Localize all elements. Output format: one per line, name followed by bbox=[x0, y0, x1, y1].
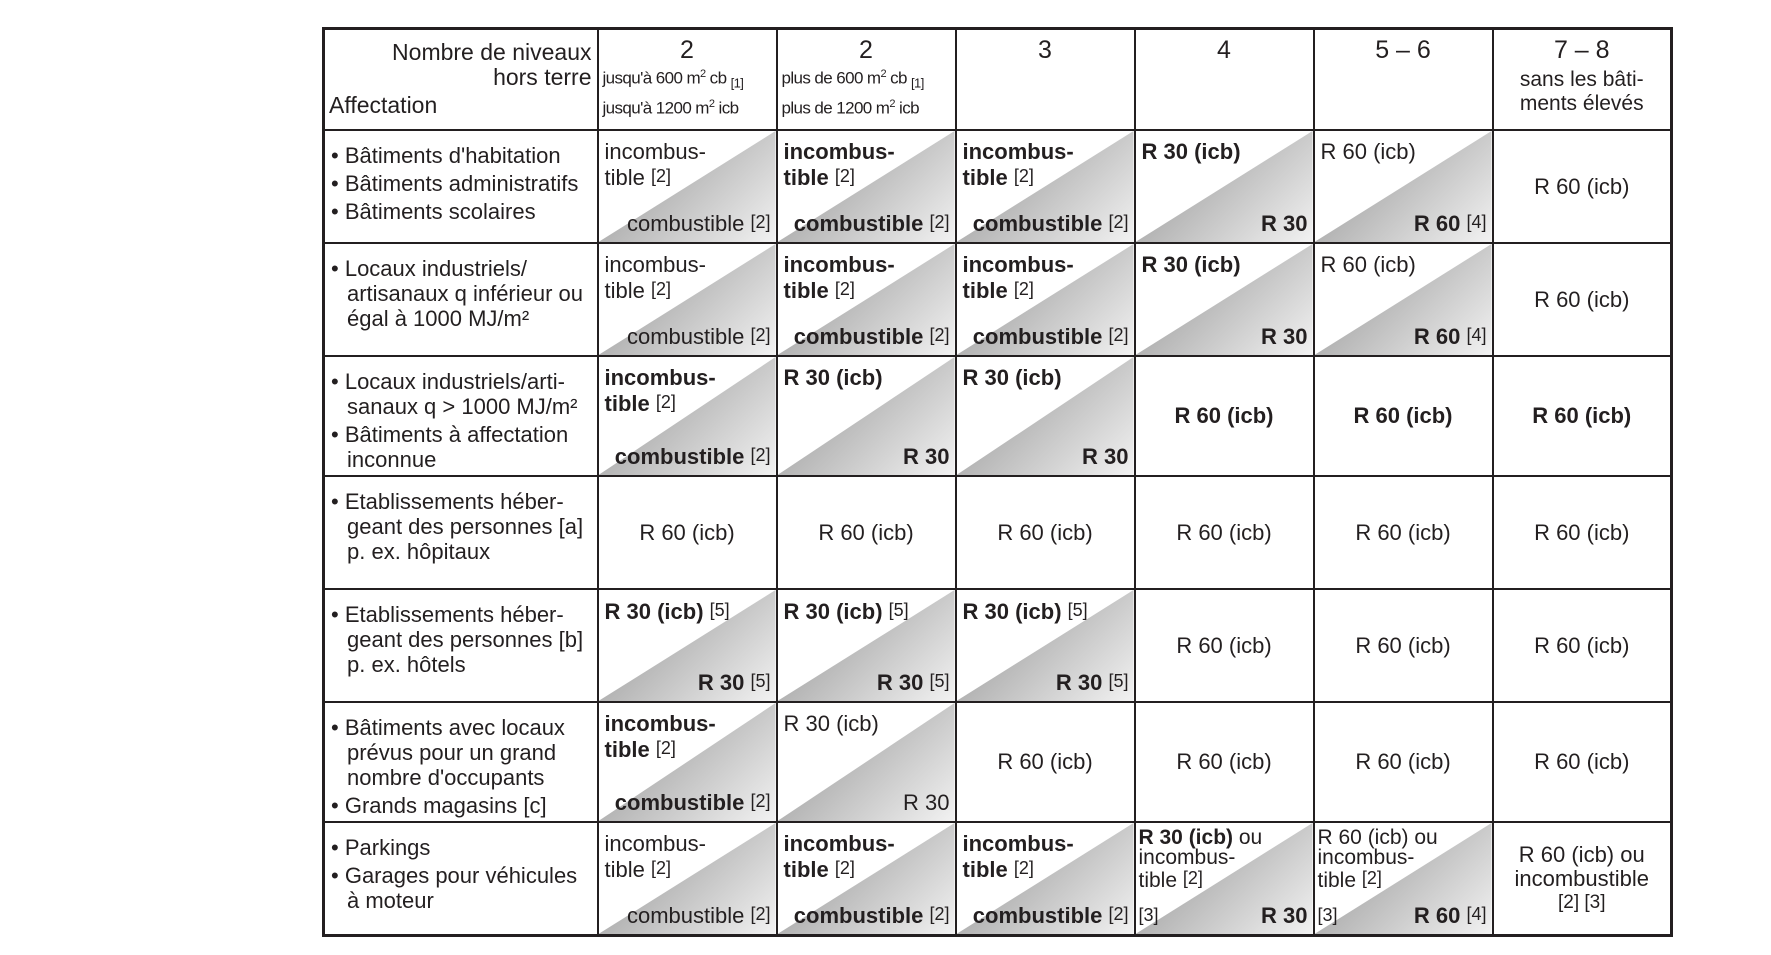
column-level: 3 bbox=[1038, 36, 1052, 64]
requirement-cell bbox=[956, 130, 1135, 243]
header-levels-label: Nombre de niveaux bbox=[392, 39, 592, 65]
table-row bbox=[324, 476, 1672, 589]
requirement-cell bbox=[598, 130, 777, 243]
requirement-cell bbox=[956, 356, 1135, 476]
row-label-cell bbox=[324, 243, 598, 356]
row-label-item: • Etablissements héber- geant des personnes [a] p. ex. hôpitaux bbox=[329, 489, 593, 564]
requirement-value: R 60 (icb) bbox=[1534, 632, 1630, 658]
requirement-cell bbox=[777, 589, 956, 702]
requirement-value: R 60 (icb) bbox=[1534, 286, 1630, 312]
lower-requirement: R 30 [5] bbox=[876, 670, 950, 695]
column-level: 2 bbox=[680, 36, 694, 64]
row-label-cell bbox=[324, 356, 598, 476]
upper-requirement: incombus- tible [2] bbox=[783, 252, 895, 303]
table-row bbox=[324, 589, 1672, 702]
requirement-value: R 60 (icb) bbox=[1355, 632, 1451, 658]
requirement-cell bbox=[956, 822, 1135, 936]
row-label-item: • Bâtiments à affectation inconnue bbox=[329, 422, 593, 472]
requirement-cell bbox=[1314, 702, 1493, 822]
requirement-value: R 60 (icb) bbox=[1355, 519, 1451, 545]
column-level: 2 bbox=[859, 36, 873, 64]
requirement-cell bbox=[956, 589, 1135, 702]
upper-requirement: R 30 (icb) bbox=[783, 365, 883, 390]
requirement-value: R 60 (icb) bbox=[818, 519, 914, 545]
lower-requirement: R 30 bbox=[1082, 444, 1129, 469]
lower-requirement: combustible [2] bbox=[614, 790, 771, 815]
requirement-cell bbox=[777, 476, 956, 589]
lower-requirement: combustible [2] bbox=[614, 444, 771, 469]
requirement-cell bbox=[1314, 476, 1493, 589]
requirement-cell bbox=[1135, 589, 1314, 702]
upper-requirement: R 60 (icb) bbox=[1320, 252, 1416, 277]
row-label-item: • Bâtiments scolaires bbox=[329, 199, 593, 224]
column-level: 5 – 6 bbox=[1375, 36, 1431, 64]
requirement-cell bbox=[777, 702, 956, 822]
upper-requirement: incombus- tible [2] bbox=[783, 831, 895, 882]
header-col-3 bbox=[956, 29, 1135, 131]
requirement-cell bbox=[777, 243, 956, 356]
requirement-value: R 60 (icb) bbox=[1174, 403, 1274, 428]
upper-requirement: incombus- tible [2] bbox=[962, 831, 1074, 882]
requirement-value: R 60 (icb) bbox=[997, 519, 1093, 545]
requirement-cell bbox=[598, 476, 777, 589]
requirement-value: R 60 (icb) bbox=[1176, 632, 1272, 658]
requirement-cell bbox=[598, 822, 777, 936]
header-affectation-label: Affectation bbox=[329, 92, 438, 118]
row-label-cell bbox=[324, 822, 598, 936]
requirement-cell bbox=[1314, 356, 1493, 476]
requirement-cell bbox=[1493, 130, 1672, 243]
requirement-cell bbox=[956, 243, 1135, 356]
requirement-value: R 60 (icb) bbox=[1176, 519, 1272, 545]
row-label-cell bbox=[324, 476, 598, 589]
requirement-cell bbox=[1493, 822, 1672, 936]
requirement-value: R 60 (icb) bbox=[1353, 403, 1453, 428]
lower-requirement: combustible [2] bbox=[972, 903, 1129, 928]
requirement-cell bbox=[956, 476, 1135, 589]
upper-requirement: incombus- tible [2] bbox=[604, 711, 716, 762]
lower-requirement: combustible [2] bbox=[972, 211, 1129, 236]
upper-requirement: R 30 (icb) [5] bbox=[604, 599, 730, 624]
requirement-cell bbox=[1493, 702, 1672, 822]
row-label-item: • Garages pour véhicules à moteur bbox=[329, 863, 593, 913]
header-col-2-large bbox=[777, 29, 956, 131]
lower-requirement: R 30 [5] bbox=[1055, 670, 1129, 695]
lower-requirement: combustible [2] bbox=[972, 324, 1129, 349]
row-label-item: • Parkings bbox=[329, 835, 593, 860]
lower-requirement: R 30 bbox=[903, 790, 950, 815]
lower-requirement: R 60 [4] bbox=[1413, 324, 1487, 349]
requirement-cell bbox=[1135, 822, 1314, 936]
row-label-item: • Bâtiments d'habitation bbox=[329, 143, 593, 168]
requirement-cell bbox=[1314, 130, 1493, 243]
row-label-item: • Locaux industriels/ artisanaux q inférieur ou égal à 1000 MJ/m² bbox=[329, 256, 593, 331]
table-row bbox=[324, 130, 1672, 243]
column-level: 4 bbox=[1217, 36, 1231, 64]
upper-requirement: R 60 (icb) bbox=[1320, 139, 1416, 164]
lower-requirement: combustible [2] bbox=[793, 324, 950, 349]
requirement-cell bbox=[598, 243, 777, 356]
lower-requirement: R 30 bbox=[903, 444, 950, 469]
header-col-7-8 bbox=[1493, 29, 1672, 131]
requirement-cell bbox=[598, 589, 777, 702]
lower-requirement: R 60 [4] bbox=[1413, 211, 1487, 236]
lower-requirement: combustible [2] bbox=[626, 324, 771, 349]
requirement-value: R 60 (icb) bbox=[1532, 403, 1632, 428]
upper-requirement: incombus- tible [2] bbox=[962, 252, 1074, 303]
lower-requirement: combustible [2] bbox=[793, 211, 950, 236]
requirement-cell bbox=[777, 356, 956, 476]
requirement-cell bbox=[1493, 589, 1672, 702]
column-note-2: ments élevés bbox=[1519, 92, 1644, 115]
row-label-item: • Locaux industriels/arti- sanaux q > 1000 MJ/m² bbox=[329, 369, 593, 419]
lower-requirement: R 30 bbox=[1261, 324, 1308, 349]
lower-requirement: combustible [2] bbox=[626, 903, 771, 928]
row-label-cell bbox=[324, 130, 598, 243]
requirement-cell bbox=[1493, 243, 1672, 356]
lower-requirement: R 30 bbox=[1261, 211, 1308, 236]
row-label-cell bbox=[324, 589, 598, 702]
requirement-cell bbox=[1493, 476, 1672, 589]
requirement-value: R 60 (icb) bbox=[1355, 749, 1451, 774]
column-condition-2: plus de 1200 $m^2$ icb bbox=[781, 97, 919, 118]
requirement-cell bbox=[1135, 130, 1314, 243]
requirement-value: R 60 (icb) bbox=[1534, 519, 1630, 545]
upper-requirement: incombus- tible [2] bbox=[962, 139, 1074, 190]
header-levels-label-2: hors terre bbox=[493, 64, 592, 90]
lower-requirement: combustible [2] bbox=[793, 903, 950, 928]
upper-requirement: R 30 (icb) bbox=[783, 711, 879, 736]
row-label-item: • Bâtiments administratifs bbox=[329, 171, 593, 196]
requirement-cell bbox=[1135, 243, 1314, 356]
table-row bbox=[324, 702, 1672, 822]
lower-requirement: R 30 [5] bbox=[697, 670, 771, 695]
header-row bbox=[324, 29, 1672, 131]
row-label-item: • Etablissements héber- geant des personnes [b] p. ex. hôtels bbox=[329, 602, 593, 677]
lower-requirement: R 30 bbox=[1261, 903, 1308, 928]
column-level: 7 – 8 bbox=[1553, 36, 1610, 64]
upper-requirement: R 30 (icb) bbox=[962, 365, 1062, 390]
requirement-cell bbox=[777, 130, 956, 243]
lower-requirement: combustible [2] bbox=[626, 211, 771, 236]
lower-requirement: R 60 [4] bbox=[1413, 903, 1487, 928]
header-col-4 bbox=[1135, 29, 1314, 131]
upper-requirement: R 60 (icb) ou incombus- tible [2] bbox=[1317, 826, 1438, 892]
header-col-5-6 bbox=[1314, 29, 1493, 131]
requirement-value: R 60 (icb) bbox=[1534, 173, 1630, 199]
requirement-value: R 60 (icb) bbox=[639, 519, 735, 545]
upper-requirement: incombus- tible [2] bbox=[604, 365, 716, 416]
header-corner-cell bbox=[324, 29, 598, 131]
upper-requirement: R 30 (icb) [5] bbox=[962, 599, 1088, 624]
upper-requirement: incombus- tible [2] bbox=[604, 139, 706, 190]
requirement-cell bbox=[1314, 589, 1493, 702]
requirement-value: R 60 (icb) bbox=[1176, 749, 1272, 774]
requirement-cell bbox=[777, 822, 956, 936]
requirement-cell bbox=[1135, 702, 1314, 822]
row-label-item: • Grands magasins [c] bbox=[329, 793, 593, 818]
requirement-cell bbox=[1135, 476, 1314, 589]
row-label-cell bbox=[324, 702, 598, 822]
footnote-ref: [3] bbox=[1317, 905, 1338, 925]
requirement-value: R 60 (icb) bbox=[997, 749, 1093, 774]
header-col-2-small bbox=[598, 29, 777, 131]
footnote-ref: [3] bbox=[1138, 905, 1159, 925]
column-condition: plus de 600 $m^2$ cb $_{[1]}$ bbox=[781, 68, 924, 91]
column-note: sans les bâti- bbox=[1519, 68, 1644, 91]
upper-requirement: incombus- tible [2] bbox=[604, 831, 706, 882]
upper-requirement: R 30 (icb) bbox=[1141, 139, 1241, 164]
requirement-cell bbox=[1493, 356, 1672, 476]
requirement-cell bbox=[598, 702, 777, 822]
column-condition-2: jusqu'à 1200 $m^2$ icb bbox=[602, 97, 739, 118]
row-label-item: • Bâtiments avec locaux prévus pour un grand nombre d'occupants bbox=[329, 715, 593, 790]
requirement-cell bbox=[1314, 822, 1493, 936]
requirement-cell bbox=[956, 702, 1135, 822]
requirement-cell bbox=[598, 356, 777, 476]
requirement-cell bbox=[1135, 356, 1314, 476]
upper-requirement: incombus- tible [2] bbox=[783, 139, 895, 190]
table-row bbox=[324, 243, 1672, 356]
requirement-cell bbox=[1314, 243, 1493, 356]
column-condition: jusqu'à 600 $m^2$ cb $_{[1]}$ bbox=[602, 68, 744, 91]
upper-requirement: R 30 (icb) [5] bbox=[783, 599, 909, 624]
upper-requirement: R 30 (icb) ou incombus- tible [2] bbox=[1138, 826, 1263, 892]
table-row bbox=[324, 822, 1672, 936]
upper-requirement: incombus- tible [2] bbox=[604, 252, 706, 303]
requirement-value: R 60 (icb) bbox=[1534, 749, 1630, 774]
requirement-value: R 60 (icb) ou incombustible [2] [3] bbox=[1514, 841, 1649, 913]
fire-resistance-table bbox=[322, 27, 1673, 937]
upper-requirement: R 30 (icb) bbox=[1141, 252, 1241, 277]
table-row bbox=[324, 356, 1672, 476]
